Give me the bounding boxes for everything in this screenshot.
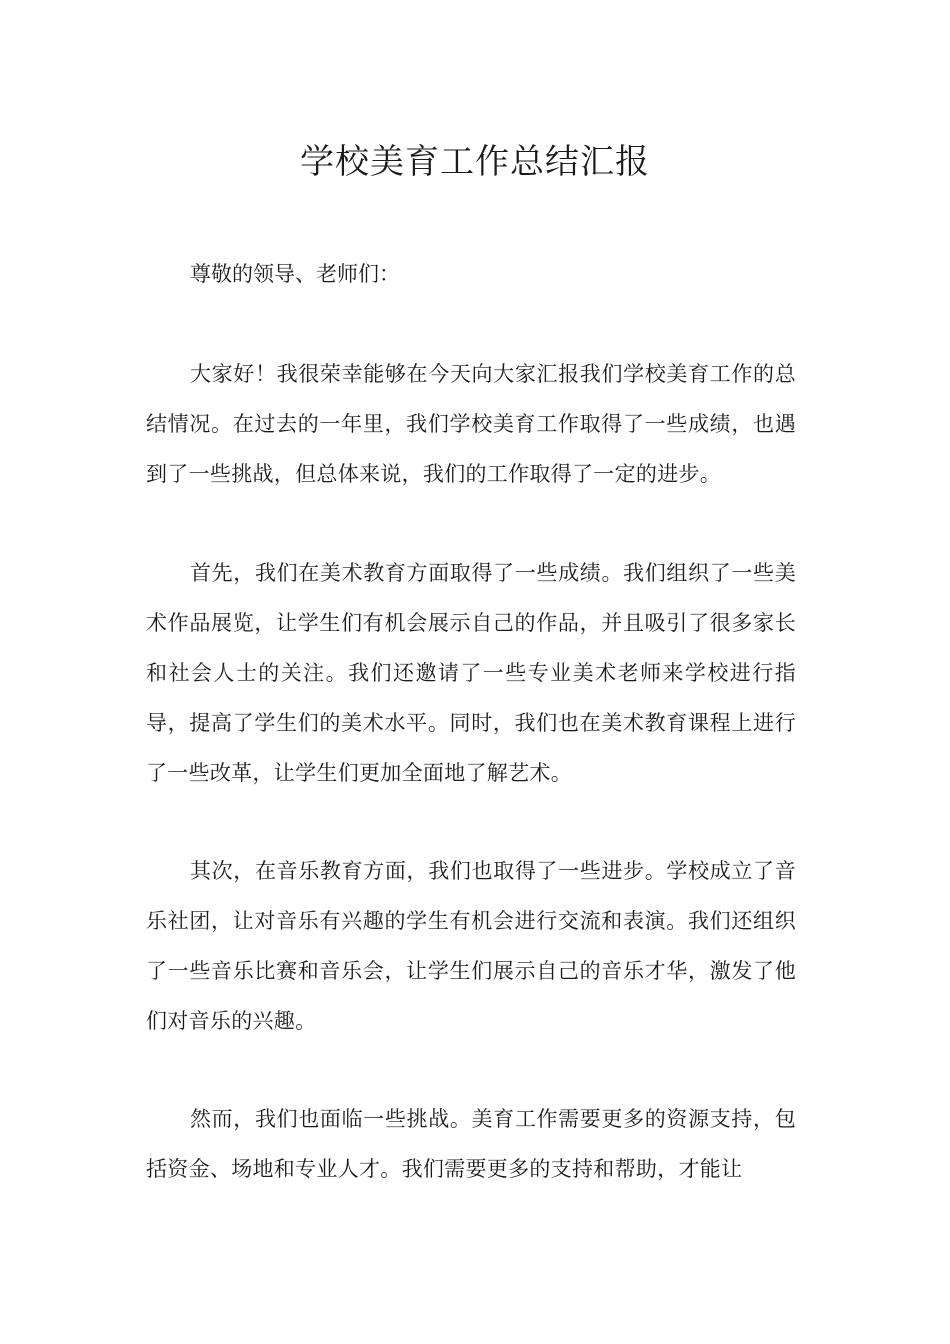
- document-title: 学校美育工作总结汇报: [300, 142, 650, 182]
- paragraph-greeting: 大家好！我很荣幸能够在今天向大家汇报我们学校美育工作的总结情况。在过去的一年里，我们学校美育工作取得了一些成绩，也遇到了一些挑战，但总体来说，我们的工作取得了一定的进步。: [146, 362, 796, 486]
- salutation: 尊敬的领导、老师们：: [190, 262, 400, 286]
- paragraph-art-education: 首先，我们在美术教育方面取得了一些成绩。我们组织了一些美术作品展览，让学生们有机会展示自己的作品，并且吸引了很多家长和社会人士的关注。我们还邀请了一些专业美术老师来学校进行指导，提高了学生们的美术水平。同时，我们也在美术教育课程上进行了一些改革，让学生们更加全面地了解艺术。: [146, 561, 796, 785]
- paragraph-challenges: 然而，我们也面临一些挑战。美育工作需要更多的资源支持，包括资金、场地和专业人才。我们需要更多的支持和帮助，才能让: [146, 1107, 796, 1181]
- paragraph-music-education: 其次，在音乐教育方面，我们也取得了一些进步。学校成立了音乐社团，让对音乐有兴趣的学生有机会进行交流和表演。我们还组织了一些音乐比赛和音乐会，让学生们展示自己的音乐才华，激发了他们对音乐的兴趣。: [146, 859, 796, 1033]
